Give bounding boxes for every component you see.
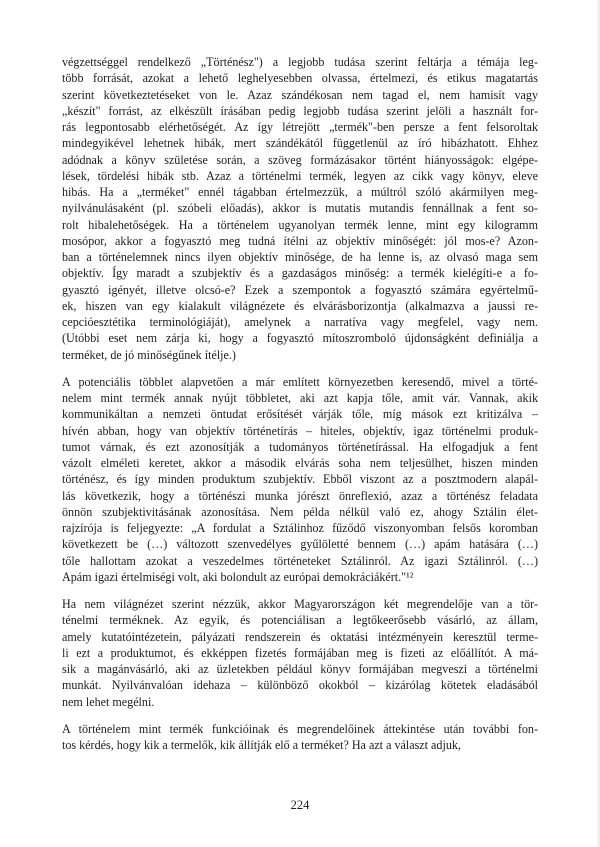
text-line: hívén abban, hogy van objektív történetírás – hiteles, objektív, igaz történelmi produk- <box>62 423 538 438</box>
text-line: „készít" forrást, az elkészült írásában pedig legjobb tudása szerint jelöli a használt for- <box>62 103 538 118</box>
paragraph-3 <box>62 596 538 710</box>
text-line: ban a történelemnek nincs ilyen objektív minősége, de ha lenne is, az olvasó maga sem <box>62 250 538 264</box>
document-body <box>62 54 538 753</box>
text-line: objektív. Így maradt a szubjektív és a gazdaságos minőség: a termék kielégíti-e a fo- <box>62 266 538 281</box>
text-line: gyasztó igényét, illetve olcsó-e? Ezek a szempontok a fogyasztó számára egyértelmű- <box>62 282 538 297</box>
paragraph-2 <box>62 374 538 585</box>
text-line: ek, hiszen van egy kialakult világnézete és elvárásborizontja (alkalmazva a jaussi re- <box>62 298 538 313</box>
text-line: nyilvánulásaként (pl. szóbeli előadás), akkor is mutatis mutandis fennállnak a fent so- <box>62 201 538 216</box>
text-line: A történelem mint termék funkcióinak és megrendelőinek áttekintése után további fon- <box>62 721 538 736</box>
text-line: amely kutatóintézetein, pályázati rendszerein és oktatási intézményein keresztül terme- <box>62 629 538 644</box>
page-edge-shadow <box>596 0 600 847</box>
text-line: történész, és így minden produktum szubjektív. Ebből viszont az a posztmodern alapál- <box>62 472 538 487</box>
text-line: Ha nem világnézet szerint nézzük, akkor Magyarországon két megrendelője van a tör- <box>62 597 538 611</box>
text-line: munkát. Nyilvánvalóan idehaza – különböző okokból – kizárólag kötetek eladásából <box>62 678 538 693</box>
paragraph-1 <box>62 54 538 363</box>
text-line: rás legpontosabb elérhetőségét. Az így létrejött „termék"-ben persze a fent felsoroltak <box>62 120 538 134</box>
text-line: nem lehet megélni. <box>62 694 155 709</box>
text-line: vázolt elméleti keretet, akkor a második elvárás soha nem teljesülhet, hiszen minden <box>62 456 538 470</box>
text-line: lás következik, hogy a történészi munka jórészt önreflexió, azaz a történész feladata <box>62 488 538 503</box>
text-line: lések, tördelési hibák stb. Azaz a történelmi termék, legyen az cikk vagy könyv, eleve <box>62 168 538 183</box>
text-line: kommunikáltan a nemzeti öntudat erősítését várják tőle, míg mások ezt kritizálva – <box>62 407 538 422</box>
text-line: tos kérdés, hogy kik a termelők, kik állítják elő a terméket? Ha azt a választ adjuk, <box>62 738 461 752</box>
text-line: (Utóbbi eset nem zárja ki, hogy a fogyasztó mítoszromboló újdonságként definiálja a <box>62 331 538 346</box>
text-line: szerint következtetéseket von le. Azaz szándékosan nem tagad el, nem hamisít vagy <box>62 87 538 102</box>
text-line: következett be (…) változott szenvedélyes gyűlöletté bennem (…) apám hatására (…) <box>62 537 538 552</box>
page-number: 224 <box>290 798 310 812</box>
text-line: önnön szubjektivitásának azonosítása. Nem példa nélkül való ez, ahogy Sztálin élet- <box>62 504 538 519</box>
text-line: ténelmi terméknek. Az egyik, és potenciálisan a legtőkeerősebb vásárló, az állam, <box>62 613 538 628</box>
text-line: Apám igazi értelmiségi volt, aki bolondult az európai demokráciákért."¹² <box>62 569 414 584</box>
text-line: rajzírója is feljegyezte: „A fordulat a Sztálinhoz fűződő viszonyomban felsős koromban <box>62 521 538 535</box>
text-line: több forrását, azokat a lehető leghelyesebben olvassa, értelmezi, és etikus magatartás <box>62 71 538 86</box>
text-line: hibás. Ha a „terméket" ennél tágabban értelmezzük, a múltról szóló akármilyen meg- <box>62 185 538 199</box>
text-line: terméket, de jó minőségűnek ítélje.) <box>62 347 236 362</box>
text-line: li ezt a produktumot, és ekképpen fizetés formájában meg is fizeti az előállítót. A má- <box>62 645 538 660</box>
text-line: cepcióesztétika terminológiáját), amelynek a narratíva vagy megfelel, vagy nem. <box>62 315 538 329</box>
text-line: végzettséggel rendelkező „Történész") a legjobb tudása szerint feltárja a témája leg- <box>62 55 538 69</box>
text-line: tőle hallottam azokat a veszedelmes történeteket Sztálinról. Az igazi Sztálinról. (…) <box>62 553 538 568</box>
text-line: rolt hibalehetőségek. Ha a történelem ugyanolyan termék lenne, mint egy kilogramm <box>62 217 538 232</box>
text-line: A potenciális többlet alapvetően a már említett környezetben keresendő, mivel a törté- <box>62 374 538 389</box>
text-line: nelem mint termék annak nyújt többletet, aki azt kapja tőle, amit vár. Vannak, akik <box>62 391 538 405</box>
text-line: sik a magánvásárló, aki az üzletekben például könyv formájában megveszi a történelmi <box>62 662 538 676</box>
text-line: tumot várnak, és ezt azonosítják a tudományos történetírással. Ha elfogadjuk a fent <box>62 439 538 454</box>
text-line: mosópor, akkor a fogyasztó meg tudná ítélni az objektív minőségét: jól mos-e? Azon- <box>62 233 538 248</box>
text-line: adódnak a könyv születése során, a szöveg formázásakor történt hiányosságok: elgépe- <box>62 152 538 167</box>
paragraph-4 <box>62 721 538 754</box>
text-line: mindegyikével lehetnek hibák, mert szándékától függetlenül az író hibázhatott. Ehhez <box>62 136 538 151</box>
